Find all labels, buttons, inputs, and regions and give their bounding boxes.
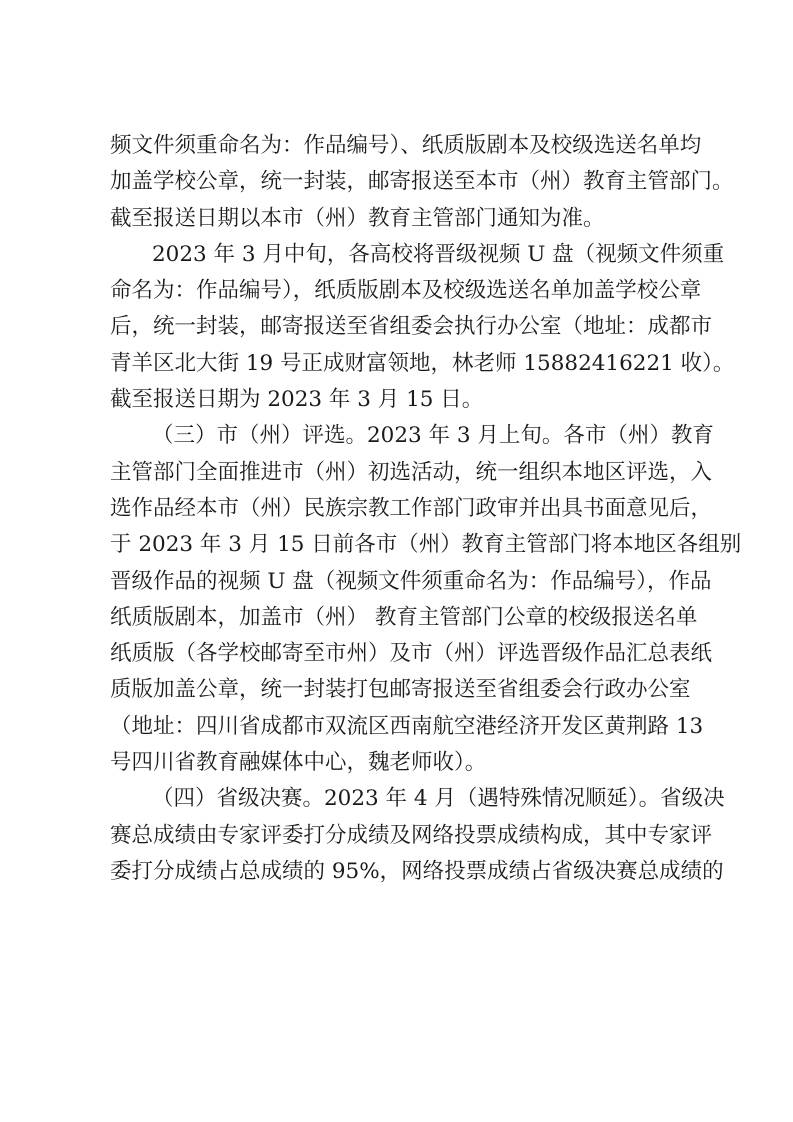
paragraph-2 [110,237,735,418]
body-text [110,128,742,890]
paragraph-line: 于 2023 年 3 月 15 日前各市（州）教育主管部门将本地区各组别 [110,532,742,558]
paragraph-line: 质版加盖公章，统一封装打包邮寄报送至省组委会行政办公室 [110,677,691,703]
paragraph-line: 委打分成绩占总成绩的 95%，网络投票成绩占省级决赛总成绩的 [110,858,724,884]
paragraph-line: （地址：四川省成都市双流区西南航空港经济开发区黄荆路 13 [110,713,704,739]
paragraph-line: 选作品经本市（州）民族宗教工作部门政审并出具书面意见后， [110,495,713,521]
paragraph-line: 后，统一封装，邮寄报送至省组委会执行办公室（地址：成都市 [110,314,713,340]
paragraph-line: 青羊区北大街 19 号正成财富领地，林老师 15882416221 收）。 [110,350,735,376]
paragraph-line: 纸质版剧本，加盖市（州） 教育主管部门公章的校级报送名单 [110,604,698,630]
paragraph-line: 2023 年 3 月中旬，各高校将晋级视频 U 盘（视频文件须重 [152,241,725,267]
paragraph-line: 频文件须重命名为：作品编号）、纸质版剧本及校级选送名单均 [110,133,702,158]
paragraph-line: （三）市（州）评选。2023 年 3 月上旬。各市（州）教育 [152,423,714,449]
paragraph-3 [110,418,742,781]
paragraph-line: 主管部门全面推进市（州）初选活动，统一组织本地区评选，入 [110,459,713,485]
paragraph-line: 截至报送日期以本市（州）教育主管部门通知为准。 [110,205,605,231]
paragraph-4 [110,781,725,890]
paragraph-1 [110,128,734,237]
paragraph-line: 截至报送日期为 2023 年 3 月 15 日。 [110,387,484,413]
paragraph-line: 号四川省教育融媒体中心，魏老师收）。 [110,750,487,776]
paragraph-line: 晋级作品的视频 U 盘（视频文件须重命名为：作品编号），作品 [110,568,712,594]
paragraph-line: 加盖学校公章，统一封装，邮寄报送至本市（州）教育主管部门。 [110,169,734,195]
paragraph-line: （四）省级决赛。2023 年 4 月（遇特殊情况顺延）。省级决 [152,786,725,812]
paragraph-line: 赛总成绩由专家评委打分成绩及网络投票成绩构成，其中专家评 [110,822,713,848]
paragraph-line: 纸质版（各学校邮寄至市州）及市（州）评选晋级作品汇总表纸 [110,641,713,667]
paragraph-line: 命名为：作品编号），纸质版剧本及校级选送名单加盖学校公章 [110,278,702,304]
